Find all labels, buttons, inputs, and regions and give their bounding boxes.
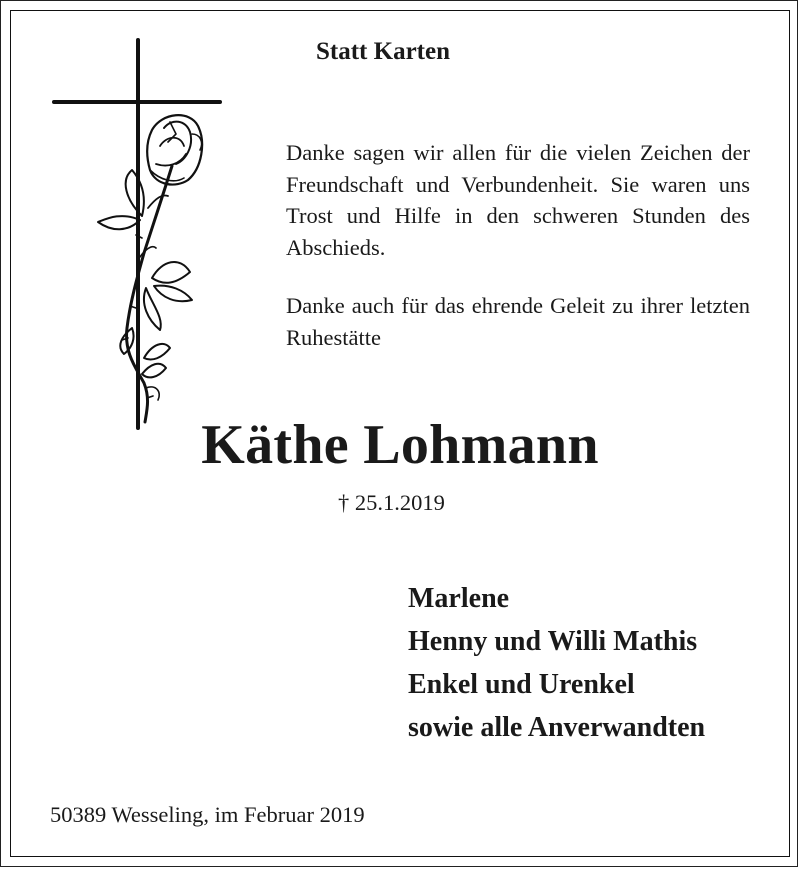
escort-paragraph: Danke auch für das ehrende Geleit zu ihrer letzten Ruhestätte [286,293,750,350]
notice-header: Statt Karten [316,38,450,65]
death-date: † 25.1.2019 [338,490,445,515]
mourner-item: Henny und Willi Mathis [408,626,698,657]
cross-with-rose-icon [52,38,224,430]
mourner-item: Enkel und Urenkel [408,669,635,700]
deceased-name: Käthe Lohmann [201,414,599,476]
place-date-footer: 50389 Wesseling, im Februar 2019 [50,802,365,827]
mourner-item: Marlene [408,583,510,614]
mourners-list [408,577,705,749]
mourner-item: sowie alle Anverwandten [408,712,706,743]
thanks-paragraph: Danke sagen wir allen für die vielen Zeichen der Freundschaft und Verbundenheit. Sie waren uns Trost und Hilfe in den schweren Stunden des Abschieds. [286,140,750,260]
